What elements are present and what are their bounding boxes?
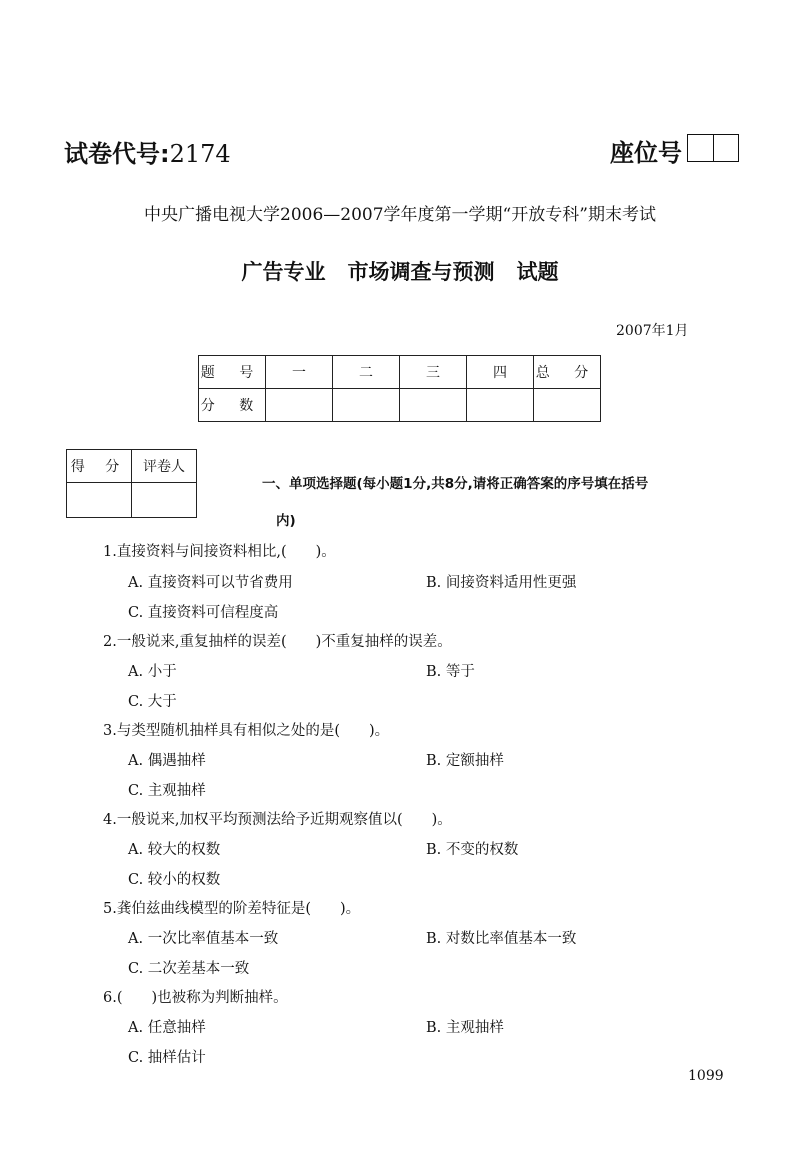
question-6: 6.( )也被称为判断抽样。 (103, 990, 288, 1006)
score-cell[interactable] (467, 389, 534, 422)
question-2-option-c: C. 大于 (128, 694, 177, 710)
question-3-option-c: C. 主观抽样 (128, 783, 206, 799)
paper-code-label: 试卷代号: (64, 140, 170, 168)
score-cell[interactable] (400, 389, 467, 422)
subject-course: 市场调查与预测 (347, 260, 495, 284)
paper-code-number: 2174 (169, 140, 231, 168)
question-1-option-a: A. 直接资料可以节省费用 (128, 575, 293, 591)
paper-code (64, 134, 231, 169)
grader-score-label: 得 分 (67, 450, 132, 483)
question-3: 3.与类型随机抽样具有相似之处的是( )。 (103, 723, 390, 739)
question-5-option-b: B. 对数比率值基本一致 (426, 931, 577, 947)
score-col-2: 二 (333, 356, 400, 389)
question-1: 1.直接资料与间接资料相比,( )。 (103, 544, 336, 560)
question-5: 5.龚伯兹曲线模型的阶差特征是( )。 (103, 901, 361, 917)
question-6-option-c: C. 抽样估计 (128, 1050, 206, 1066)
question-2-option-a: A. 小于 (128, 664, 177, 680)
question-6-option-a: A. 任意抽样 (128, 1020, 206, 1036)
question-3-option-b: B. 定额抽样 (426, 753, 504, 769)
subject-suffix: 试题 (516, 260, 559, 284)
grader-score-cell[interactable] (67, 483, 132, 518)
question-1-option-c: C. 直接资料可信程度高 (128, 605, 279, 621)
score-col-3: 三 (400, 356, 467, 389)
seat-label: 座位号 (610, 139, 682, 167)
question-5-option-c: C. 二次差基本一致 (128, 961, 250, 977)
score-cell[interactable] (534, 389, 601, 422)
question-4-option-b: B. 不变的权数 (426, 842, 519, 858)
score-cell[interactable] (333, 389, 400, 422)
section-heading: 一、单项选择题(每小题1分,共8分,请将正确答案的序号填在括号 (262, 476, 649, 492)
score-col-total: 总 分 (534, 356, 601, 389)
exam-title: 中央广播电视大学2006—2007学年度第一学期“开放专科”期末考试 (144, 205, 656, 225)
question-4-option-c: C. 较小的权数 (128, 872, 221, 888)
page-number: 1099 (688, 1068, 724, 1084)
question-2: 2.一般说来,重复抽样的误差( )不重复抽样的误差。 (103, 634, 452, 650)
question-3-option-a: A. 偶遇抽样 (128, 753, 206, 769)
grader-name-cell[interactable] (132, 483, 197, 518)
section-heading-cont: 内) (276, 513, 296, 529)
question-6-option-b: B. 主观抽样 (426, 1020, 504, 1036)
question-4: 4.一般说来,加权平均预测法给予近期观察值以( )。 (103, 812, 452, 828)
exam-date: 2007年1月 (616, 323, 689, 339)
score-col-4: 四 (467, 356, 534, 389)
score-table (198, 355, 601, 422)
grader-name-label: 评卷人 (132, 450, 197, 483)
question-5-option-a: A. 一次比率值基本一致 (128, 931, 279, 947)
question-4-option-a: A. 较大的权数 (128, 842, 221, 858)
question-2-option-b: B. 等于 (426, 664, 475, 680)
question-1-option-b: B. 间接资料适用性更强 (426, 575, 577, 591)
score-cell[interactable] (266, 389, 333, 422)
subject-title (0, 256, 800, 286)
score-col-1: 一 (266, 356, 333, 389)
score-table-header: 题 号 (199, 356, 266, 389)
grader-table (66, 449, 197, 518)
score-row-label: 分 数 (199, 389, 266, 422)
subject-major: 广告专业 (241, 260, 326, 284)
seat-number-box[interactable] (687, 134, 739, 162)
